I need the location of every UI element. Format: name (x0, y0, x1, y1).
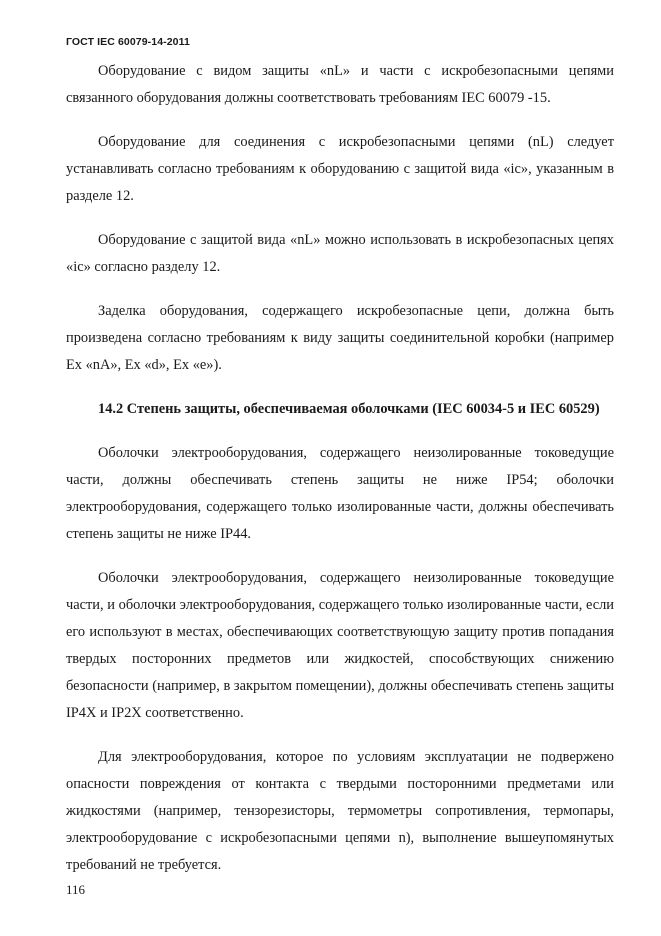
section-paragraph-1: Оболочки электрооборудования, содержащего неизолированные токоведущие части, должны обеспечивать степень защиты не ниже IP54; оболочки электрооборудования, содержащего только изолированные части, должны обеспечивать степень защиты не ниже IP44. (66, 445, 614, 542)
section-heading: 14.2 Степень защиты, обеспечиваемая оболочками (IEC 60034-5 и IEC 60529) (98, 401, 600, 417)
paragraph-4: Заделка оборудования, содержащего искробезопасные цепи, должна быть произведена согласно требованиям к виду защиты соединительной коробки (например Ex «nA», Ex «d», Ex «e»). (66, 303, 614, 373)
section-paragraph-2: Оболочки электрооборудования, содержащего неизолированные токоведущие части, и оболочки электрооборудования, содержащего только изолированные части, если его используют в местах, обеспечивающих соответствующую защиту против попадания твердых посторонних предметов или жидкостей, способствующих снижению безопасности (например, в закрытом помещении), должны обеспечивать степень защиты IP4X и IP2X соответственно. (66, 570, 614, 721)
paragraph-1: Оборудование с видом защиты «nL» и части с искробезопасными цепями связанного оборудования должны соответствовать требованиям IEC 60079 -15. (66, 63, 614, 106)
paragraph-2: Оборудование для соединения с искробезопасными цепями (nL) следует устанавливать согласно требованиям к оборудованию с защитой вида «ic», указанным в разделе 12. (66, 134, 614, 204)
paragraph-3: Оборудование с защитой вида «nL» можно использовать в искробезопасных цепях «ic» согласно разделу 12. (66, 232, 614, 275)
page-body (66, 58, 614, 896)
section-paragraph-3: Для электрооборудования, которое по условиям эксплуатации не подвержено опасности повреждения от контакта с твердыми посторонними предметами или жидкостями (например, тензорезисторы, термометры сопротивления, термопары, электрооборудование с искробезопасными цепями n), выполнение вышеупомянутых требований не требуется. (66, 749, 614, 873)
page-number: 116 (66, 882, 86, 897)
document-header: ГОСТ IEC 60079-14-2011 (66, 36, 190, 48)
